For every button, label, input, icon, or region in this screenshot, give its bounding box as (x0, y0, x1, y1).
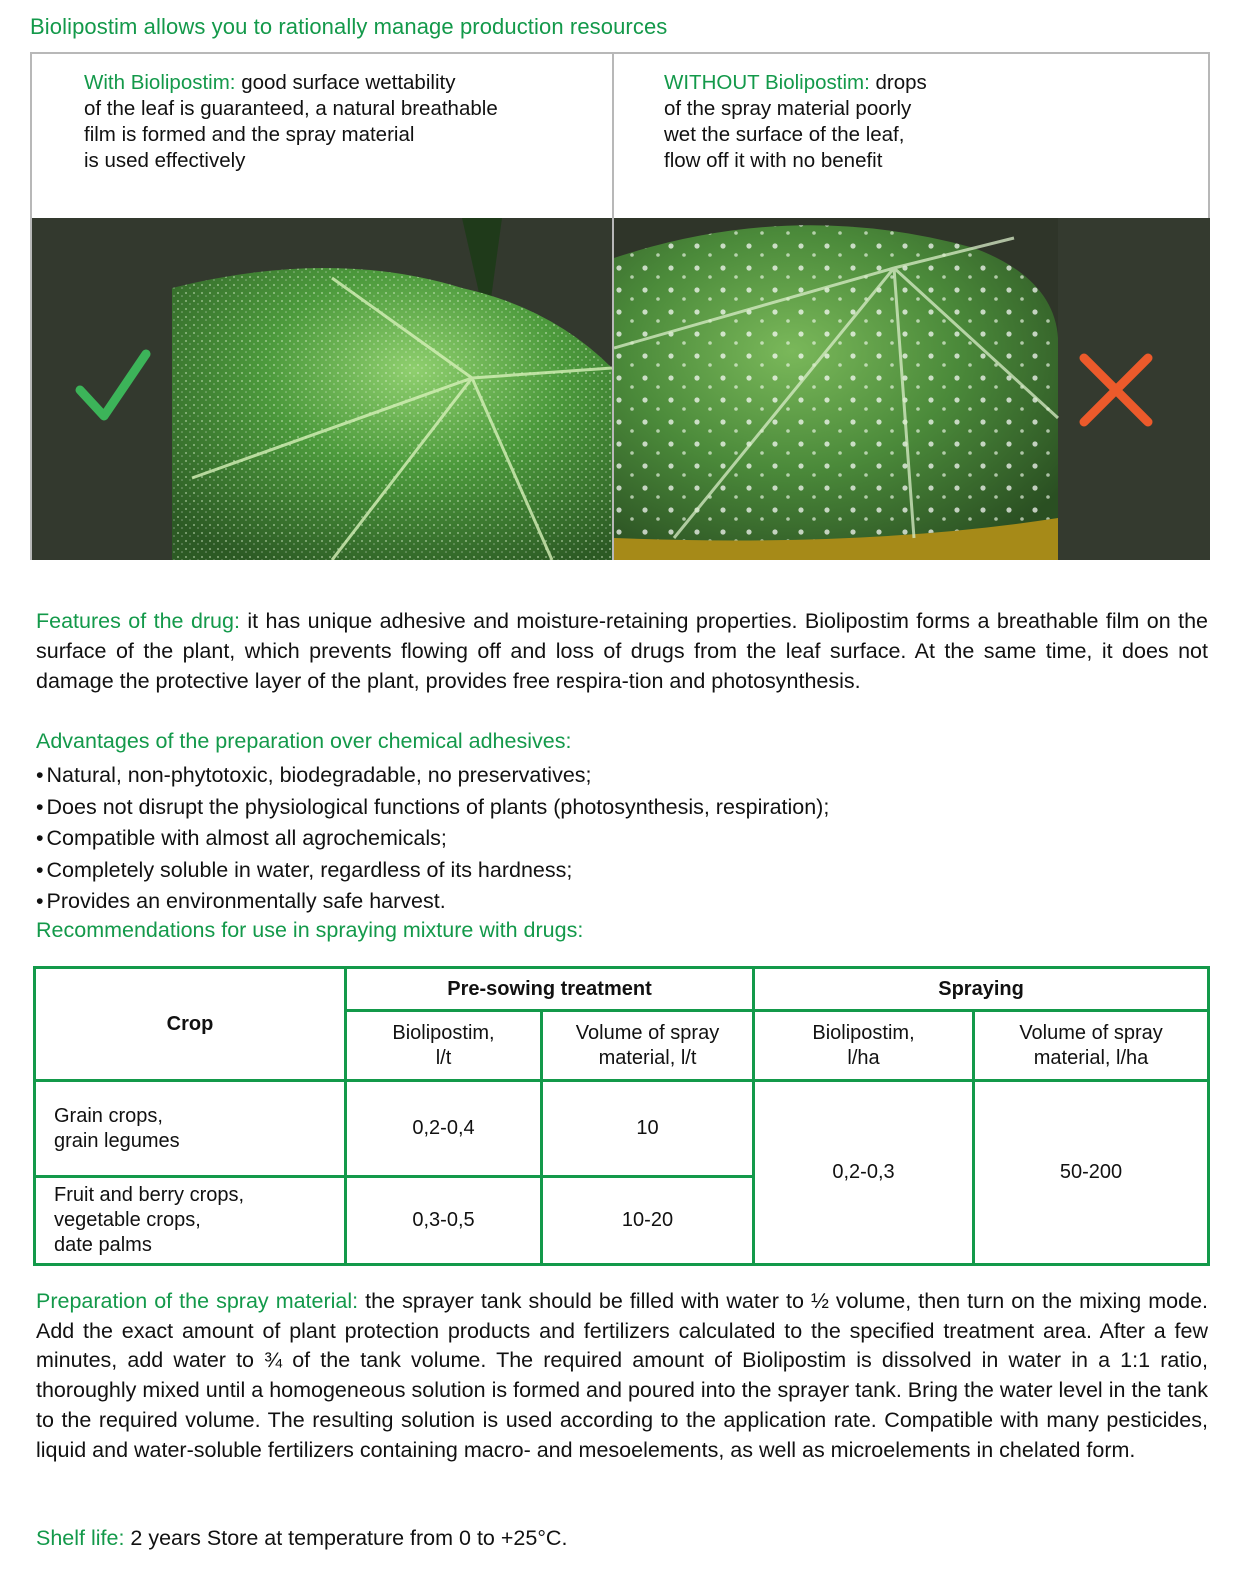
shelf-life-text: 2 years Store at temperature from 0 to +25°C. (124, 1526, 568, 1550)
spraying-header: Spraying (754, 968, 1209, 1011)
subheader-biolipostim-lt: Biolipostim, l/t (346, 1011, 542, 1081)
list-item: • Completely soluble in water, regardless of its hardness; (36, 855, 829, 887)
caption-without-biolipostim (664, 70, 1184, 174)
list-item: • Does not disrupt the physiological functions of plants (photosynthesis, respiration); (36, 792, 829, 824)
crop-header: Crop (35, 968, 346, 1081)
caption-lead: WITHOUT Biolipostim: (664, 71, 870, 94)
recommendations-heading: Recommendations for use in spraying mixture with drugs: (36, 918, 584, 942)
biolipostim-lt-cell: 0,2-0,4 (346, 1081, 542, 1177)
preparation-lead: Preparation of the spray material: (36, 1289, 359, 1313)
features-lead: Features of the drug: (36, 609, 240, 633)
dosage-table (33, 966, 1210, 1266)
crop-cell: Fruit and berry crops, vegetable crops, date palms (35, 1177, 346, 1265)
preparation-paragraph (36, 1287, 1208, 1465)
cross-icon (1076, 350, 1156, 430)
shelf-life-lead: Shelf life: (36, 1526, 125, 1550)
check-icon-wrap (74, 348, 154, 433)
preparation-text: the sprayer tank should be filled with water to ½ volume, then turn on the mixing mode. Add the exact amount of plant protection products and fertilizers calculated to the specified treatment area. After a few minutes, add water to ¾ of the tank volume. The required amount of Biolipostim is dissolved in water in a 1:1 ratio, thoroughly mixed until a homogeneous solution is formed and poured into the sprayer tank. Bring the water level in the tank to the required volume. The resulting solution is used according to the application rate. Compatible with many pesticides, liquid and water-soluble fertilizers containing macro- and mesoelements, as well as microelements in chelated form. (36, 1289, 1208, 1462)
crop-cell: Grain crops, grain legumes (35, 1081, 346, 1177)
caption-text: good surface wettability of the leaf is guaranteed, a natural breathable film is formed and the spray material is used effectively (84, 71, 498, 172)
caption-text: drops of the spray material poorly wet the surface of the leaf, flow off it with no benefit (664, 71, 927, 172)
advantages-heading: Advantages of the preparation over chemical adhesives: (36, 729, 572, 753)
caption-with-biolipostim (84, 70, 604, 174)
features-text: it has unique adhesive and moisture-retaining properties. Biolipostim forms a breathable film on the surface of the plant, which prevents flowing off and loss of drugs from the leaf surface. At the same time, it does not damage the protective layer of the plant, provides free respira-tion and photosynthesis. (36, 609, 1208, 693)
volume-lt-cell: 10 (542, 1081, 754, 1177)
spray-biolipostim-cell: 0,2-0,3 (754, 1081, 974, 1265)
list-item: • Compatible with almost all agrochemicals; (36, 823, 829, 855)
subheader-biolipostim-lha: Biolipostim, l/ha (754, 1011, 974, 1081)
advantages-list (36, 760, 829, 918)
volume-lt-cell: 10-20 (542, 1177, 754, 1265)
page-title: Biolipostim allows you to rationally manage production resources (30, 14, 668, 39)
leaf-photo-untreated (614, 218, 1210, 560)
shelf-life (36, 1526, 567, 1551)
biolipostim-lt-cell: 0,3-0,5 (346, 1177, 542, 1265)
subheader-volume-lt: Volume of spray material, l/t (542, 1011, 754, 1081)
features-paragraph (36, 606, 1208, 696)
check-icon (74, 348, 154, 428)
leaf-photo-treated (32, 218, 612, 560)
caption-lead: With Biolipostim: (84, 71, 236, 94)
table-row (35, 1081, 1209, 1177)
pre-sowing-header: Pre-sowing treatment (346, 968, 754, 1011)
cross-icon-wrap (1076, 350, 1156, 435)
subheader-volume-lha: Volume of spray material, l/ha (974, 1011, 1209, 1081)
comparison-panel (30, 52, 1210, 560)
list-item: • Provides an environmentally safe harvest. (36, 886, 829, 918)
list-item: • Natural, non-phytotoxic, biodegradable, no preservatives; (36, 760, 829, 792)
spray-volume-cell: 50-200 (974, 1081, 1209, 1265)
